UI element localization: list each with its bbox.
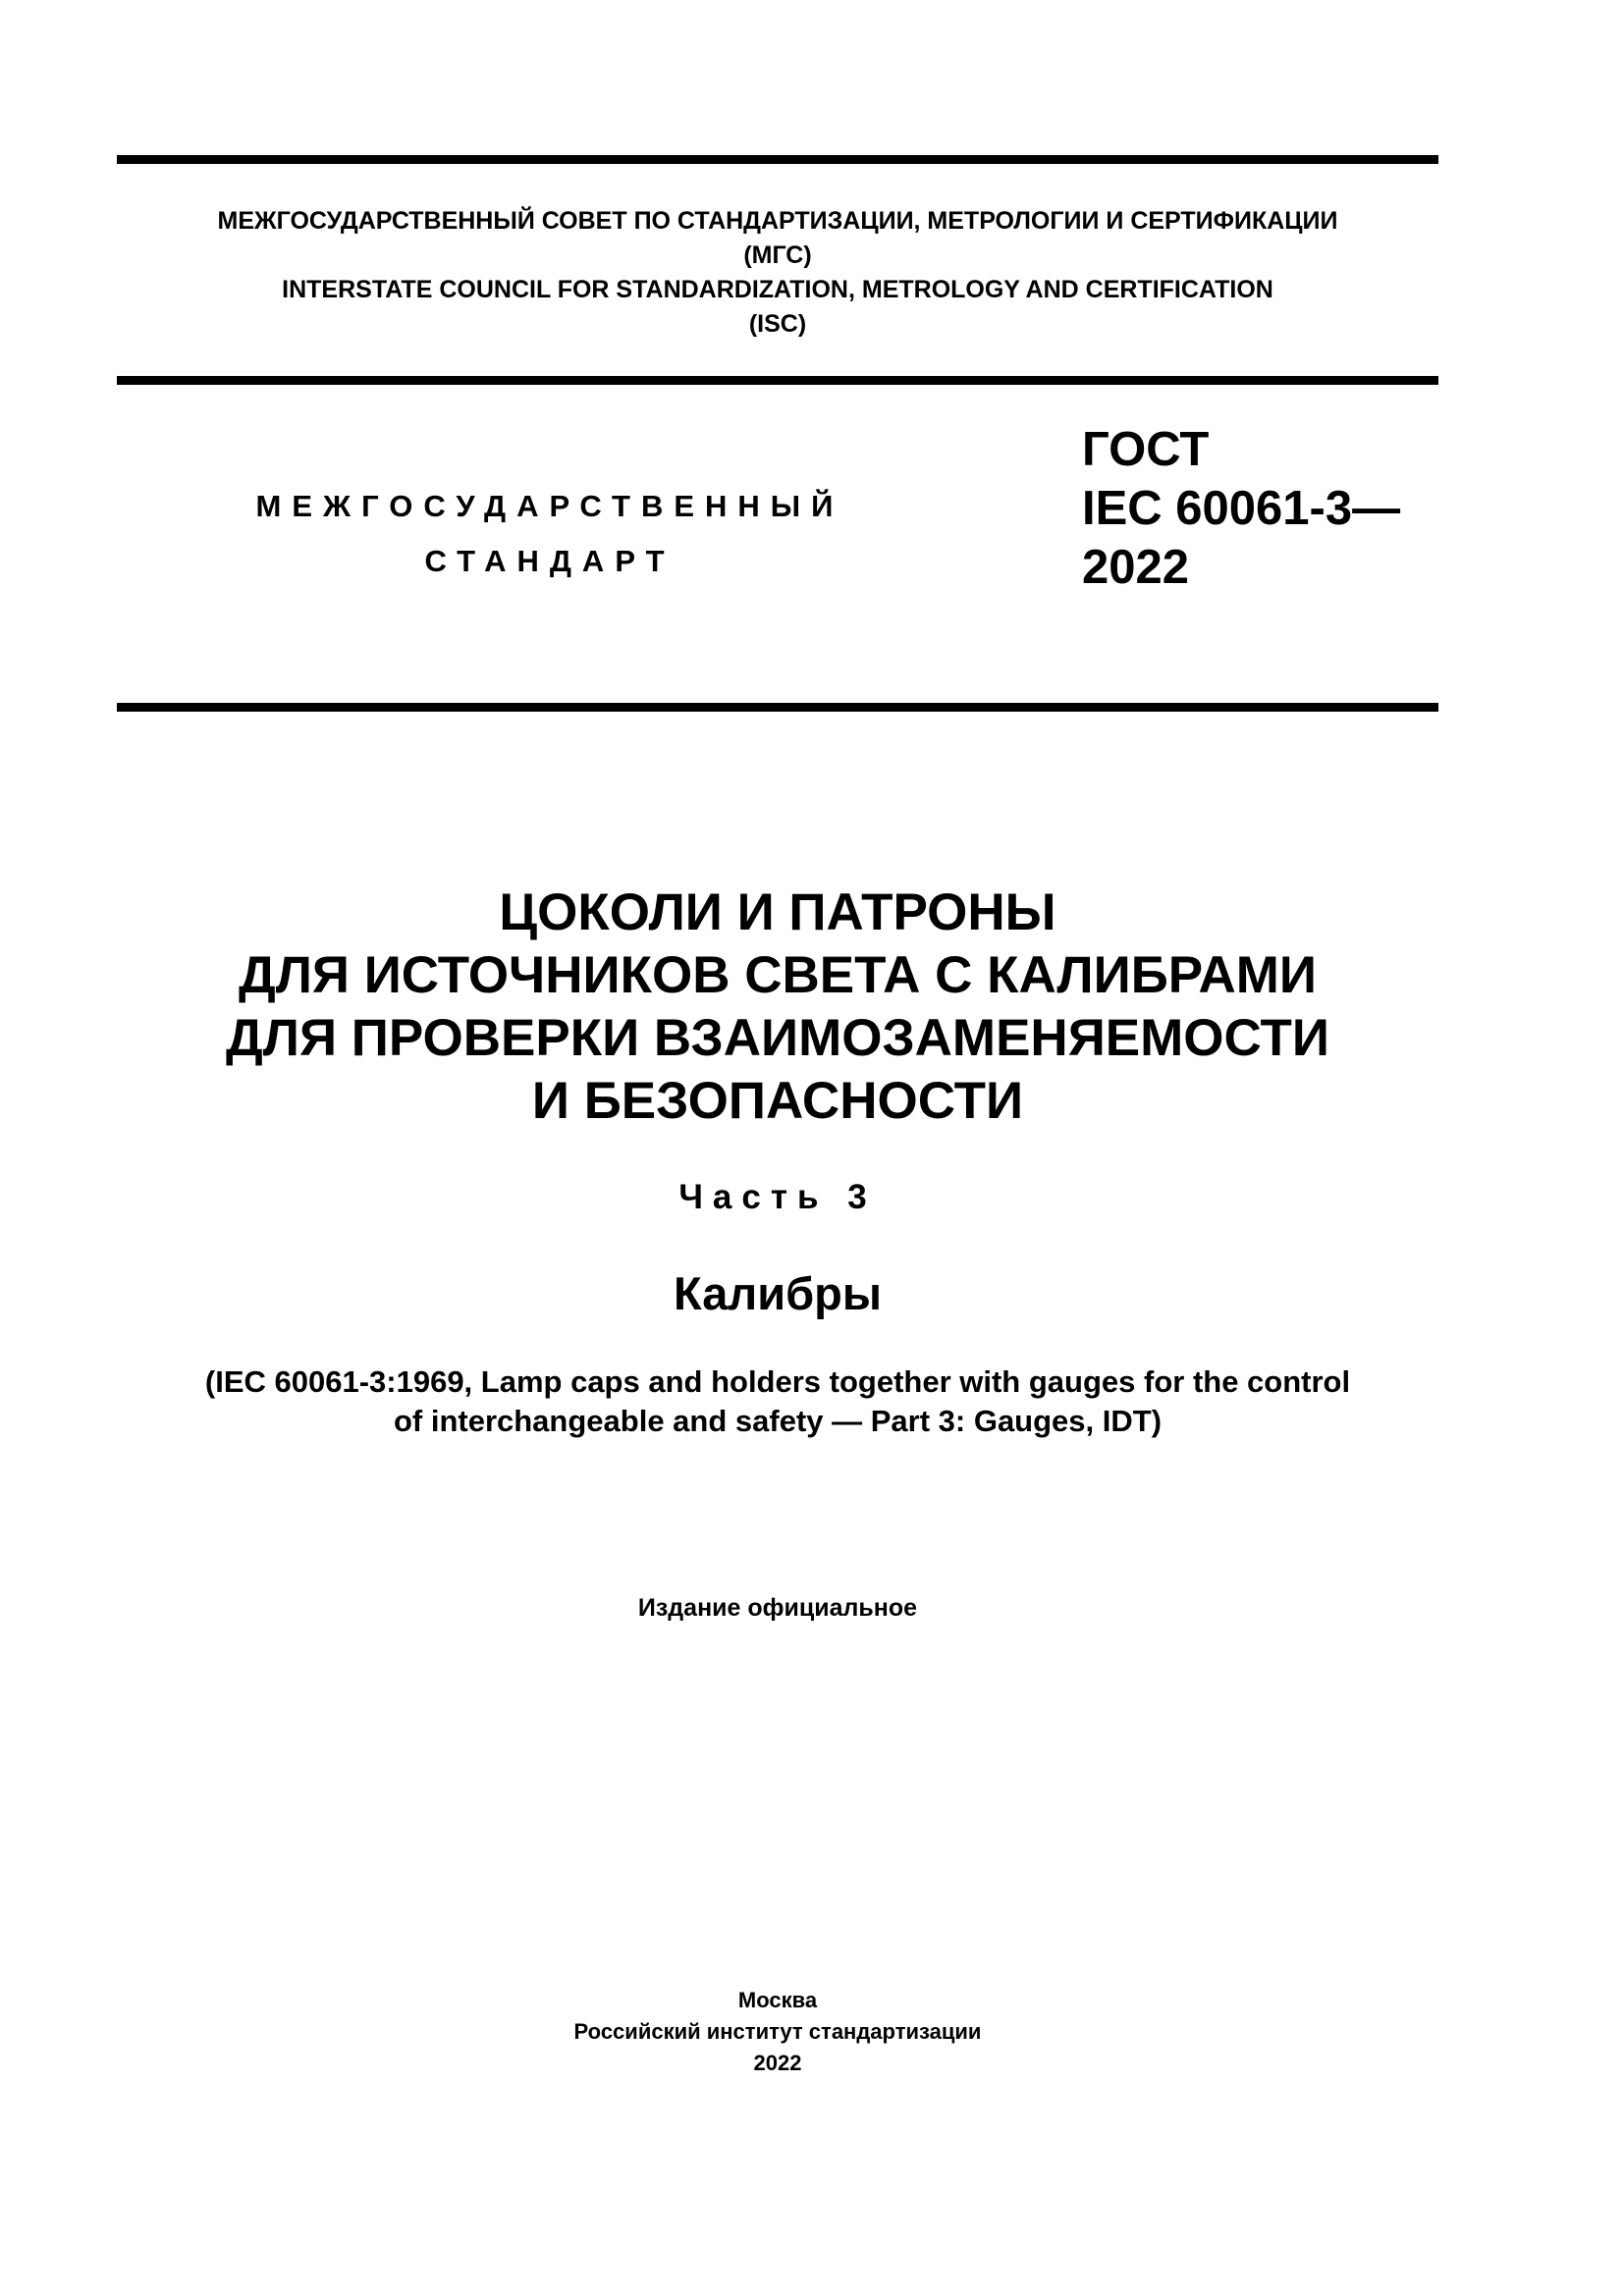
part-number: Часть 3 <box>678 1178 877 1216</box>
document-title <box>117 881 1438 1133</box>
header-divider <box>117 376 1438 385</box>
standard-type-line1: МЕЖГОСУДАРСТВЕННЫЙ <box>255 489 844 523</box>
imprint <box>117 1985 1438 2079</box>
council-header <box>117 204 1438 342</box>
imprint-publisher: Российский институт стандартизации <box>573 2019 982 2044</box>
reference-line1: (IEC 60061-3:1969, Lamp caps and holders together with gauges for the control <box>204 1364 1351 1399</box>
designation-divider <box>117 703 1438 712</box>
council-ru-abbr: (МГС) <box>743 241 812 269</box>
part-subtitle: Калибры <box>673 1267 883 1319</box>
title-line4: И БЕЗОПАСНОСТИ <box>531 1072 1024 1130</box>
title-line1: ЦОКОЛИ И ПАТРОНЫ <box>499 883 1056 941</box>
standard-number-line1: ГОСТ <box>1082 423 1210 476</box>
title-line3: ДЛЯ ПРОВЕРКИ ВЗАИМОЗАМЕНЯЕМОСТИ <box>226 1009 1329 1067</box>
top-rule <box>117 155 1438 164</box>
imprint-year: 2022 <box>753 2051 802 2075</box>
council-en-abbr: (ISC) <box>748 310 807 338</box>
council-ru-name: МЕЖГОСУДАРСТВЕННЫЙ СОВЕТ ПО СТАНДАРТИЗАЦИИ, МЕТРОЛОГИИ И СЕРТИФИКАЦИИ <box>217 207 1338 235</box>
edition-label: Издание официальное <box>637 1594 918 1622</box>
standard-number-line3: 2022 <box>1082 541 1190 594</box>
standard-number-line2: IEC 60061-3— <box>1082 482 1401 535</box>
iec-reference <box>117 1362 1438 1441</box>
imprint-city: Москва <box>737 1988 818 2012</box>
standard-type-line2: СТАНДАРТ <box>424 544 676 578</box>
standard-number <box>1082 420 1400 597</box>
title-line2: ДЛЯ ИСТОЧНИКОВ СВЕТА С КАЛИБРАМИ <box>238 946 1318 1004</box>
council-en-name: INTERSTATE COUNCIL FOR STANDARDIZATION, METROLOGY AND CERTIFICATION <box>282 276 1273 303</box>
standard-type <box>196 479 903 589</box>
reference-line2: of interchangeable and safety — Part 3: Gauges, IDT) <box>393 1404 1163 1438</box>
